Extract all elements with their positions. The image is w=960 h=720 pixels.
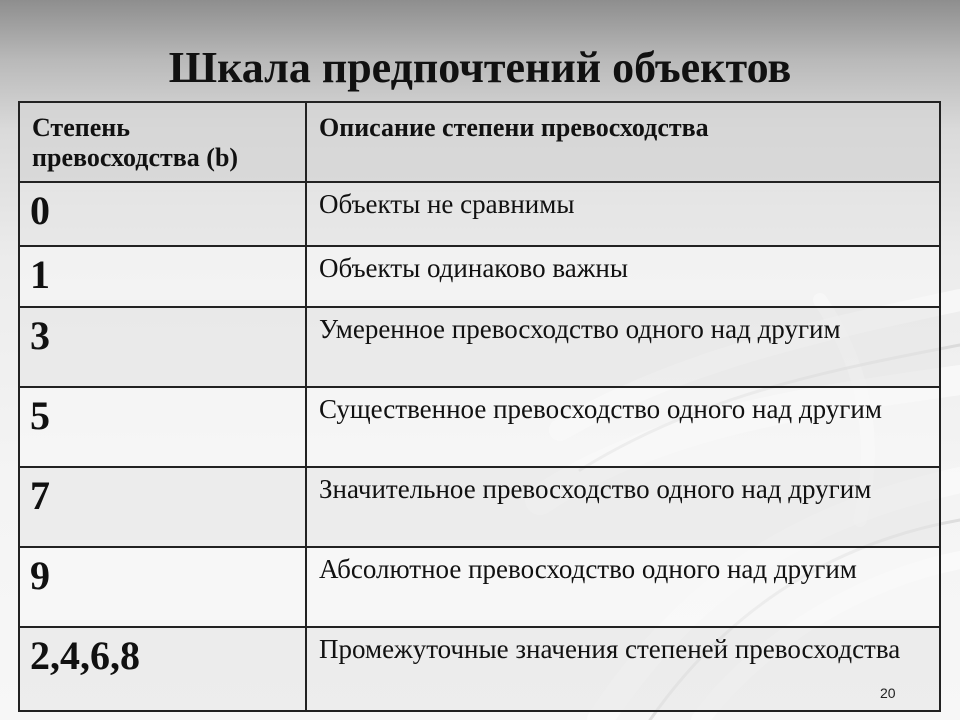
slide-title: Шкала предпочтений объектов (168, 43, 792, 92)
description-cell: Умеренное превосходство одного над другим (306, 307, 940, 387)
table-row (19, 547, 940, 627)
degree-cell: 3 (19, 307, 306, 387)
table-row (19, 467, 940, 547)
table-row (19, 627, 940, 711)
description-cell: Объекты одинаково важны (306, 246, 940, 307)
description-cell: Существенное превосходство одного над другим (306, 387, 940, 467)
header-degree: Степень превосходства (b) (19, 102, 306, 182)
description-cell: Значительное превосходство одного над другим (306, 467, 940, 547)
description-cell: Абсолютное превосходство одного над другим (306, 547, 940, 627)
table-row (19, 307, 940, 387)
page-number: 20 (880, 685, 896, 701)
header-description: Описание степени превосходства (306, 102, 940, 182)
table-row (19, 387, 940, 467)
degree-cell: 1 (19, 246, 306, 307)
degree-cell: 9 (19, 547, 306, 627)
degree-cell: 0 (19, 182, 306, 246)
description-cell: Объекты не сравнимы (306, 182, 940, 246)
degree-cell: 2,4,6,8 (19, 627, 306, 711)
degree-cell: 5 (19, 387, 306, 467)
description-cell: Промежуточные значения степеней превосходства (306, 627, 940, 711)
degree-cell: 7 (19, 467, 306, 547)
table-row (19, 182, 940, 246)
table-row (19, 246, 940, 307)
table-header-row (19, 102, 940, 182)
preference-scale-table (18, 101, 941, 712)
